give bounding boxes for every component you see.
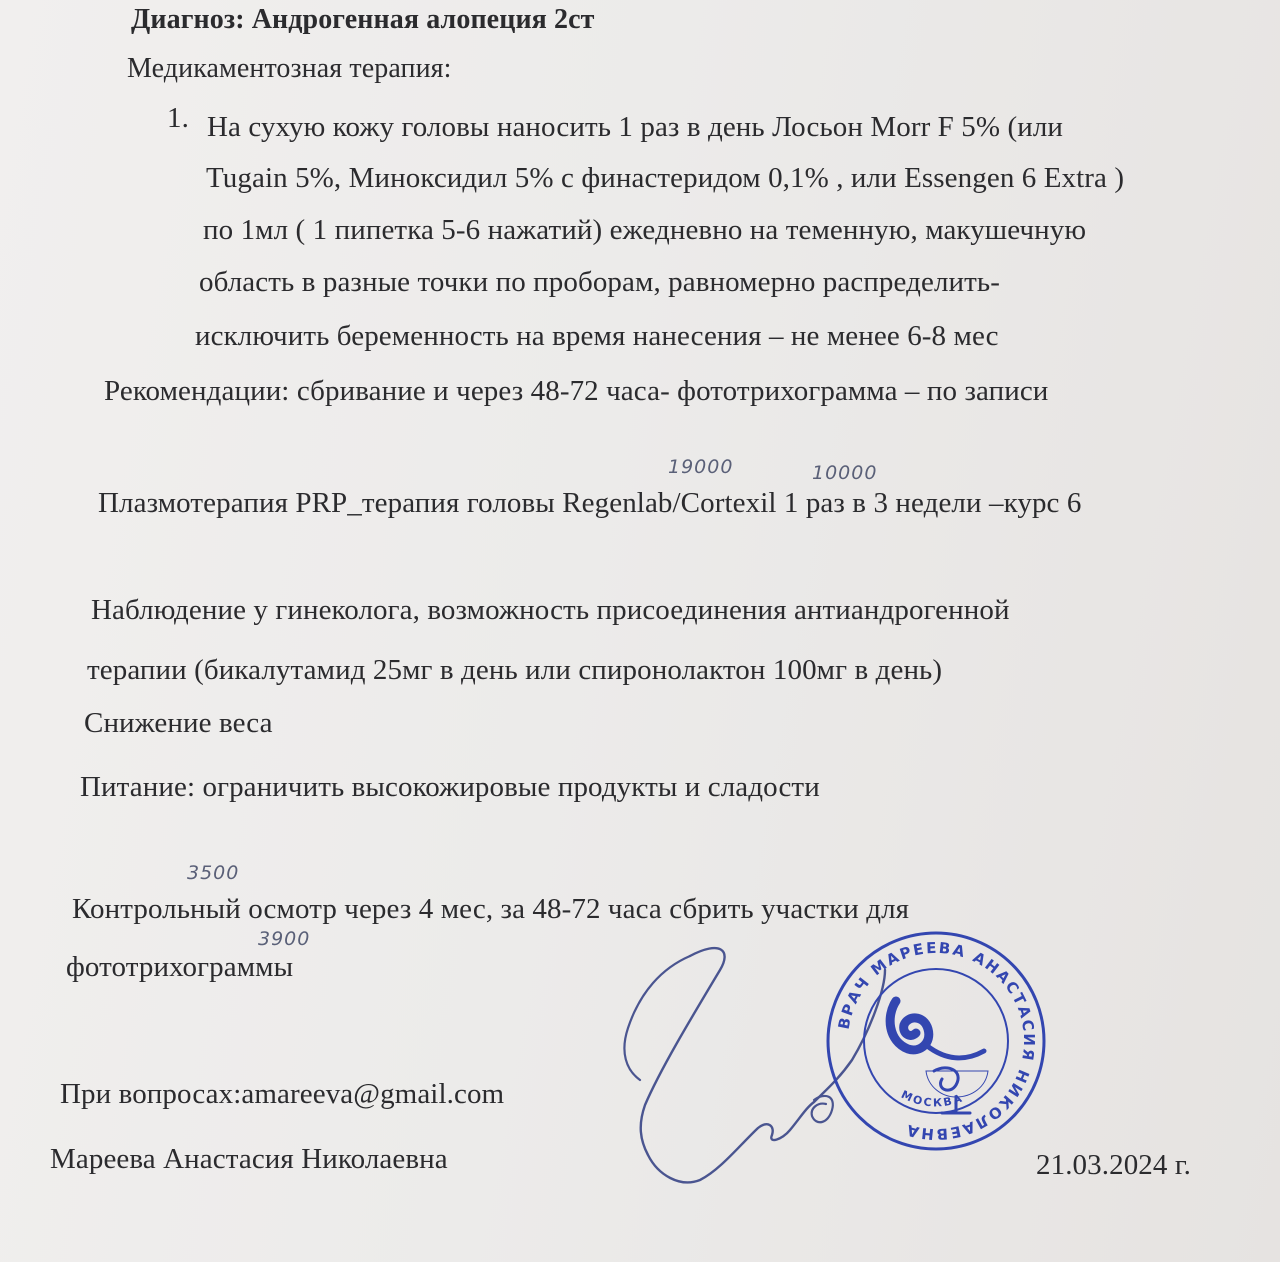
- weight-loss-line: Снижение веса: [84, 707, 273, 739]
- contact-line: При вопросах:amareeva@gmail.com: [60, 1078, 505, 1110]
- therapy-item-line-5: исключить беременность на время нанесения – не менее 6-8 мес: [195, 320, 999, 352]
- document-date: 21.03.2024 г.: [1036, 1149, 1191, 1181]
- nutrition-line: Питание: ограничить высокожировые продукты и сладости: [80, 771, 820, 803]
- recommendations-line: Рекомендации: сбривание и через 48-72 часа- фототрихограмма – по записи: [104, 375, 1049, 407]
- therapy-item-number: 1.: [167, 102, 189, 134]
- therapy-item-line-4: область в разные точки по проборам, равномерно распределить-: [199, 266, 1000, 298]
- handwritten-price-trichogram: 3900: [258, 928, 311, 950]
- stamp-outer-ring: [828, 933, 1044, 1149]
- stamp-ring-text: ВРАЧ МАРЕЕВА АНАСТАСИЯ НИКОЛАЕВНА: [834, 938, 1039, 1144]
- handwritten-price-cortexil: 10000: [812, 462, 878, 484]
- doctor-stamp: [816, 921, 1056, 1161]
- control-exam-line-1: Контрольный осмотр через 4 мес, за 48-72 часа сбрить участки для: [72, 893, 910, 925]
- diagnosis-heading: Диагноз: Андрогенная алопеция 2ст: [131, 4, 595, 35]
- handwritten-price-regenlab: 19000: [668, 456, 734, 478]
- therapy-item-line-3: по 1мл ( 1 пипетка 5-6 нажатий) ежедневно на теменную, макушечную: [203, 214, 1087, 246]
- doctor-name: Мареева Анастасия Николаевна: [50, 1143, 448, 1175]
- handwritten-price-control: 3500: [187, 862, 240, 884]
- therapy-heading: Медикаментозная терапия:: [127, 53, 452, 84]
- gynecologist-line-2: терапии (бикалутамид 25мг в день или спиронолактон 100мг в день): [87, 654, 943, 686]
- stamp-inner-ring: [864, 969, 1008, 1113]
- plasma-therapy-line: Плазмотерапия PRP_терапия головы Regenlab/Cortexil 1 раз в 3 недели –курс 6: [98, 487, 1082, 519]
- therapy-item-line-1: На сухую кожу головы наносить 1 раз в день Лосьон Morr F 5% (или: [207, 111, 1064, 143]
- gynecologist-line-1: Наблюдение у гинеколога, возможность присоединения антиандрогенной: [91, 594, 1010, 626]
- control-exam-line-2: фототрихограммы: [66, 951, 294, 983]
- therapy-item-line-2: Tugain 5%, Миноксидил 5% с финастеридом 0,1% , или Essengen 6 Extra ): [206, 162, 1125, 194]
- signature-stroke-loop: [624, 956, 690, 1080]
- stamp-bottom-text: МОСКВА: [899, 1087, 966, 1110]
